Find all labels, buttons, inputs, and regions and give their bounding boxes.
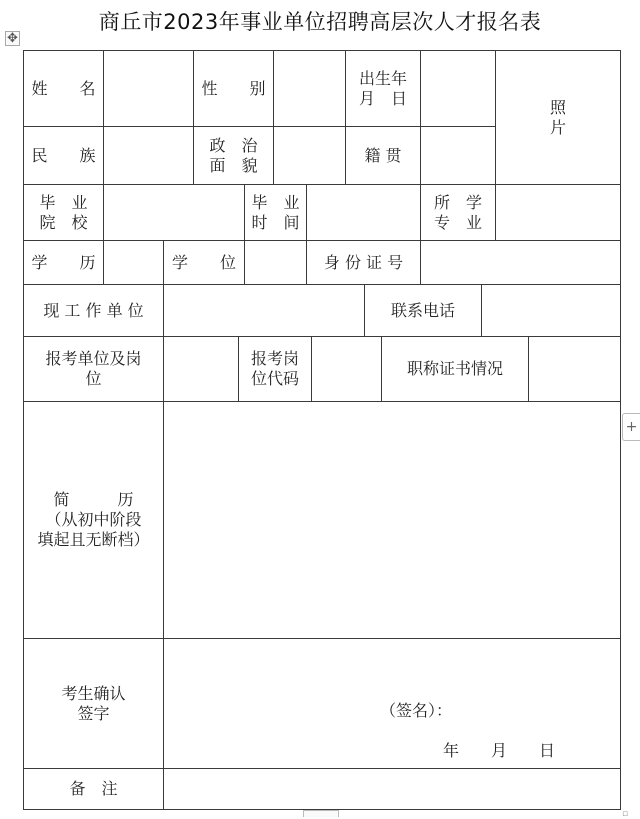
- work-unit-label: 现 工 作 单 位: [43, 300, 144, 320]
- remarks-label: 备 注: [69, 779, 118, 798]
- apply-unit-post-field[interactable]: [164, 337, 238, 401]
- apply-unit-post-label: [24, 337, 163, 401]
- title-cert-field[interactable]: [529, 337, 620, 401]
- corner-resize-icon[interactable]: ▫: [622, 809, 629, 819]
- graduate-school-field[interactable]: [104, 185, 244, 240]
- phone-field[interactable]: [482, 285, 620, 336]
- work-unit-field[interactable]: [164, 285, 364, 336]
- political-status-label: [194, 127, 273, 184]
- major-line2: 专 业: [433, 212, 482, 232]
- table-move-handle-icon[interactable]: ✥: [5, 31, 20, 46]
- native-place-field[interactable]: [421, 127, 495, 184]
- gender-label: 性 别: [201, 78, 266, 98]
- post-code-line1: 报考岗: [250, 349, 299, 368]
- photo-box[interactable]: [496, 51, 620, 184]
- confirm-line2: 签字: [77, 703, 110, 723]
- resume-label: [24, 402, 163, 638]
- name-field[interactable]: [104, 51, 193, 126]
- ethnicity-field[interactable]: [104, 127, 193, 184]
- phone-label: 联系电话: [390, 300, 455, 320]
- politics-label-line1: 政 治: [209, 135, 258, 155]
- graduation-time-label: [245, 185, 306, 240]
- plus-icon[interactable]: +: [622, 413, 640, 441]
- photo-label-line1: 照: [549, 97, 566, 117]
- major-line1: 所 学: [433, 192, 482, 212]
- degree-label: 学 位: [171, 252, 236, 272]
- post-code-label: [239, 337, 311, 401]
- resume-line3: 填起且无断档）: [37, 530, 150, 549]
- major-field[interactable]: [496, 185, 620, 240]
- remarks-field[interactable]: [164, 769, 620, 809]
- education-label: 学 历: [31, 252, 96, 272]
- education-field[interactable]: [104, 241, 163, 284]
- post-code-line2: 位代码: [250, 369, 299, 388]
- id-number-field[interactable]: [421, 241, 620, 284]
- birth-date-label: [346, 51, 420, 126]
- candidate-confirm-label: [24, 639, 163, 768]
- grad-school-line1: 毕 业: [39, 192, 88, 212]
- degree-field[interactable]: [245, 241, 306, 284]
- apply-unit-line1: 报考单位及岗: [45, 349, 142, 368]
- resume-field[interactable]: [164, 402, 620, 638]
- name-label: 姓 名: [31, 78, 96, 98]
- grad-time-line1: 毕 业: [251, 192, 300, 212]
- photo-label-line2: 片: [549, 117, 566, 137]
- confirm-line1: 考生确认: [61, 683, 126, 703]
- title-cert-label: 职称证书情况: [406, 359, 503, 378]
- resume-line1: 简 历: [53, 490, 134, 509]
- politics-label-line2: 面 貌: [209, 155, 258, 175]
- graduate-school-label: [24, 185, 103, 240]
- ethnicity-label: 民 族: [31, 145, 96, 165]
- table-resize-tab[interactable]: [303, 810, 339, 817]
- grad-time-line2: 时 间: [251, 212, 300, 232]
- major-label: [421, 185, 495, 240]
- birth-date-field[interactable]: [421, 51, 495, 126]
- gender-field[interactable]: [274, 51, 345, 126]
- date-label: 年 月 日: [443, 741, 556, 760]
- id-number-label: 身 份 证 号: [323, 252, 404, 272]
- grad-school-line2: 院 校: [39, 212, 88, 232]
- signature-label: （签名）：: [380, 701, 453, 720]
- birth-label-line2: 月 日: [358, 88, 407, 108]
- political-status-field[interactable]: [274, 127, 345, 184]
- native-place-label: 籍 贯: [364, 145, 402, 165]
- graduation-time-field[interactable]: [307, 185, 420, 240]
- birth-label-line1: 出生年: [358, 68, 407, 88]
- form-title: 商丘市2023年事业单位招聘高层次人才报名表: [98, 10, 542, 34]
- apply-unit-line2: 位: [85, 369, 102, 388]
- resume-line2: （从初中阶段: [45, 510, 142, 529]
- post-code-field[interactable]: [312, 337, 381, 401]
